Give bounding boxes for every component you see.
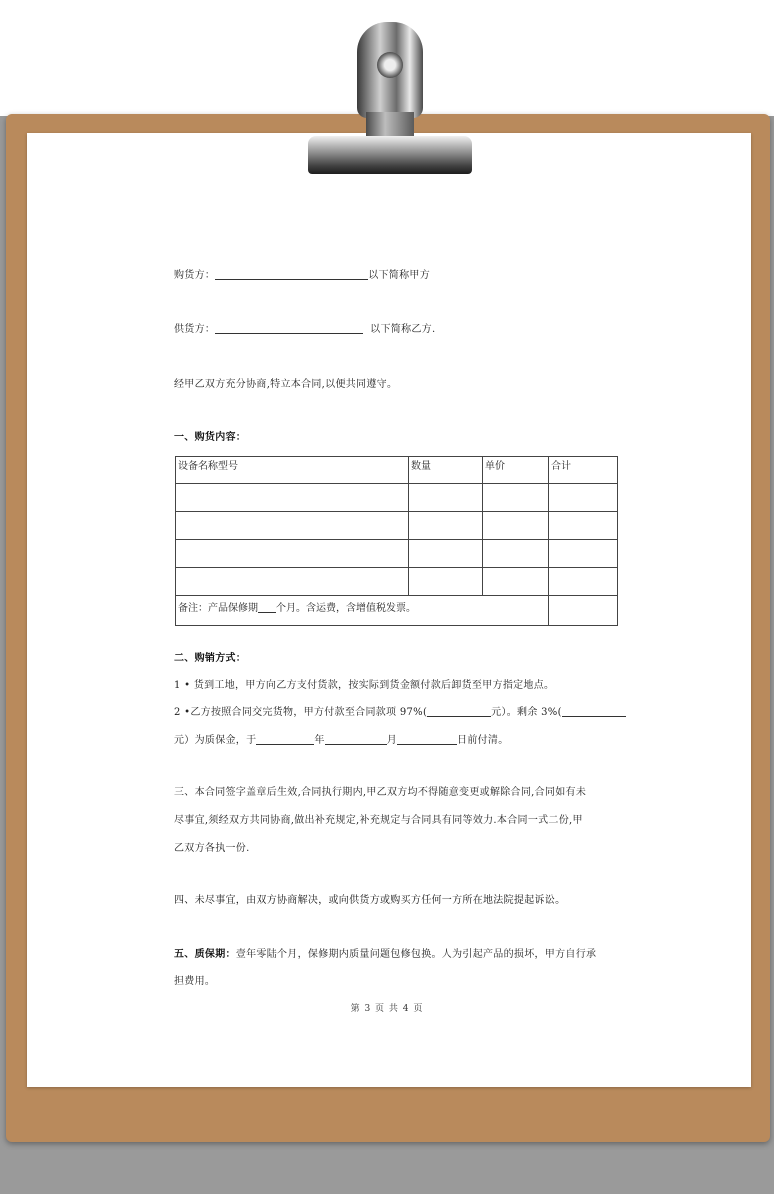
section3-line2: 尽事宜,须经双方共同协商,做出补充规定,补充规定与合同具有同等效力.本合同一式二份,甲	[174, 815, 583, 826]
table-cell[interactable]	[483, 568, 549, 596]
day-blank[interactable]	[397, 733, 457, 745]
col-header-qty: 数量	[409, 457, 483, 484]
table-header-row	[176, 457, 618, 484]
table-cell[interactable]	[549, 484, 618, 512]
col-header-name: 设备名称型号	[176, 457, 409, 484]
section5-text1: 壹年零陆个月，保修期内质量问题包修包换。人为引起产品的损坏，甲方自行承	[235, 949, 597, 960]
table-row	[176, 568, 618, 596]
binder-clip-icon	[300, 22, 480, 178]
supplier-label: 供货方：	[174, 324, 216, 335]
table-cell[interactable]	[409, 568, 483, 596]
warranty-months-blank[interactable]	[258, 601, 276, 613]
note-prefix: 备注：产品保修期	[178, 603, 258, 614]
section5-title: 五、质保期：	[174, 949, 236, 960]
table-note-row	[176, 596, 618, 626]
item2-year: 年	[314, 735, 325, 746]
section4-text	[174, 891, 565, 906]
table-cell[interactable]	[176, 484, 409, 512]
page-number: 第 3 页 共 4 页	[350, 1004, 424, 1014]
section4-body: 四、未尽事宜，由双方协商解决，或向供货方或购买方任何一方所在地法院提起诉讼。	[174, 895, 566, 906]
buyer-line	[174, 266, 430, 281]
section5-line1	[174, 945, 596, 960]
col-header-total: 合计	[549, 457, 618, 484]
supplier-line	[174, 320, 435, 335]
table-cell[interactable]	[549, 596, 618, 626]
buyer-label: 购货方：	[174, 270, 216, 281]
month-blank[interactable]	[325, 733, 387, 745]
section3-line3: 乙双方各执一份.	[174, 843, 250, 854]
table-cell[interactable]	[549, 540, 618, 568]
item2-text-a: 2 •乙方按照合同交完货物，甲方付款至合同款项 97%(	[174, 707, 428, 718]
table-cell[interactable]	[176, 568, 409, 596]
intro-text: 经甲乙双方充分协商,特立本合同,以便共同遵守。	[174, 379, 398, 390]
goods-table	[175, 456, 618, 626]
supplier-suffix: 以下简称乙方.	[370, 324, 436, 335]
section2-title: 二、购销方式：	[174, 653, 247, 664]
col-header-price: 单价	[483, 457, 549, 484]
item2-end: 日前付清。	[457, 735, 509, 746]
table-cell[interactable]	[549, 512, 618, 540]
table-cell[interactable]	[176, 512, 409, 540]
table-cell[interactable]	[483, 484, 549, 512]
supplier-blank[interactable]	[215, 322, 363, 334]
section3-line1: 三、本合同签字盖章后生效,合同执行期内,甲乙双方均不得随意变更或解除合同,合同如有未	[174, 787, 587, 798]
table-cell[interactable]	[483, 540, 549, 568]
section2-item2-line2	[174, 731, 509, 746]
table-cell[interactable]	[176, 540, 409, 568]
section1-title: 一、购货内容：	[174, 432, 247, 443]
amount-3-blank[interactable]	[562, 705, 626, 717]
note-suffix: 个月。含运费，含增值税发票。	[276, 603, 416, 614]
section5-line2: 担费用。	[174, 976, 216, 987]
item2-month: 月	[386, 735, 398, 746]
item2-text-b: 元）。剩余 3%(	[491, 707, 562, 718]
table-cell[interactable]	[409, 540, 483, 568]
amount-97-blank[interactable]	[427, 705, 491, 717]
section2-item2-line1	[174, 703, 626, 718]
table-row	[176, 540, 618, 568]
buyer-suffix: 以下简称甲方	[368, 270, 431, 281]
note-cell	[176, 596, 549, 626]
year-blank[interactable]	[256, 733, 314, 745]
section2-item1: 1 • 货到工地，甲方向乙方支付货款，按实际到货金额付款后卸货至甲方指定地点。	[174, 680, 555, 691]
buyer-blank[interactable]	[215, 268, 368, 280]
table-cell[interactable]	[409, 512, 483, 540]
table-cell[interactable]	[483, 512, 549, 540]
table-cell[interactable]	[409, 484, 483, 512]
table-cell[interactable]	[549, 568, 618, 596]
table-row	[176, 512, 618, 540]
table-row	[176, 484, 618, 512]
item2-text-c: 元）为质保金，于	[174, 735, 257, 746]
